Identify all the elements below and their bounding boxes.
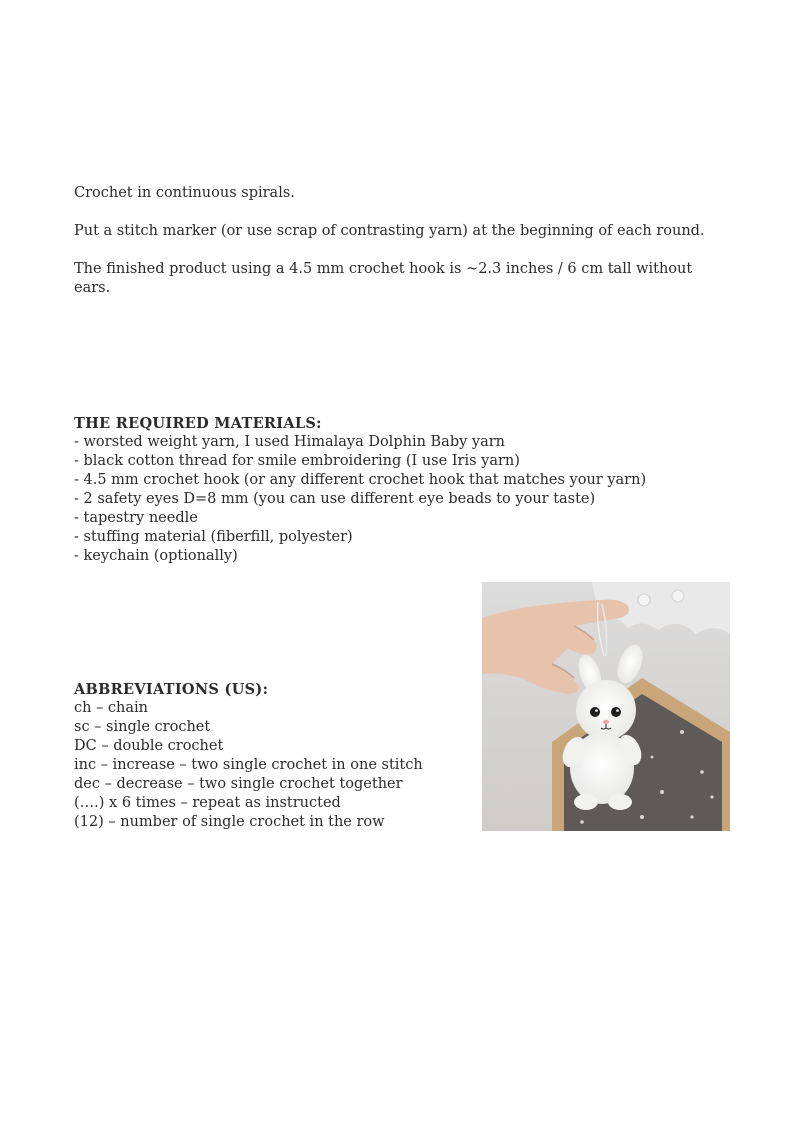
materials-section — [74, 414, 734, 566]
bunny-head — [576, 680, 636, 740]
abbreviation-item: DC – double crochet — [74, 738, 224, 754]
bunny-left-foot — [574, 794, 598, 810]
materials-title: THE REQUIRED MATERIALS: — [74, 415, 322, 432]
abbreviation-item: sc – single crochet — [74, 719, 211, 735]
materials-item: - 4.5 mm crochet hook (or any different crochet hook that matches your yarn) — [74, 472, 647, 488]
intro-section — [74, 184, 724, 317]
materials-item: - worsted weight yarn, I used Himalaya Dolphin Baby yarn — [74, 434, 506, 450]
bunny-right-foot — [608, 794, 632, 810]
intro-paragraph-1: Crochet in continuous spirals. — [74, 185, 295, 201]
intro-paragraph-3: The finished product using a 4.5 mm crochet hook is ~2.3 inches / 6 cm tall without ears. — [74, 261, 693, 296]
abbreviations-section — [74, 680, 474, 832]
intro-paragraph-2: Put a stitch marker (or use scrap of contrasting yarn) at the beginning of each round. — [74, 223, 705, 239]
bunny-nose — [603, 720, 609, 724]
abbreviation-item: (….) x 6 times – repeat as instructed — [74, 795, 341, 811]
bunny-keychain-photo — [482, 582, 730, 831]
materials-item: - 2 safety eyes D=8 mm (you can use different eye beads to your taste) — [74, 491, 596, 507]
abbreviation-item: inc – increase – two single crochet in one stitch — [74, 757, 423, 773]
abbreviations-title: ABBREVIATIONS (US): — [74, 681, 269, 698]
abbreviation-item: ch – chain — [74, 700, 149, 716]
materials-item: - keychain (optionally) — [74, 548, 238, 564]
abbreviation-item: dec – decrease – two single crochet together — [74, 776, 403, 792]
bulb-icon — [638, 594, 650, 606]
materials-item: - stuffing material (fiberfill, polyester) — [74, 529, 353, 545]
abbreviation-item: (12) – number of single crochet in the row — [74, 814, 385, 830]
bunny-right-eye — [611, 707, 621, 717]
materials-item: - tapestry needle — [74, 510, 198, 526]
bunny-left-eye — [590, 707, 600, 717]
bunny-photo-illustration — [482, 582, 730, 831]
bulb-icon — [672, 590, 684, 602]
materials-item: - black cotton thread for smile embroidering (I use Iris yarn) — [74, 453, 520, 469]
